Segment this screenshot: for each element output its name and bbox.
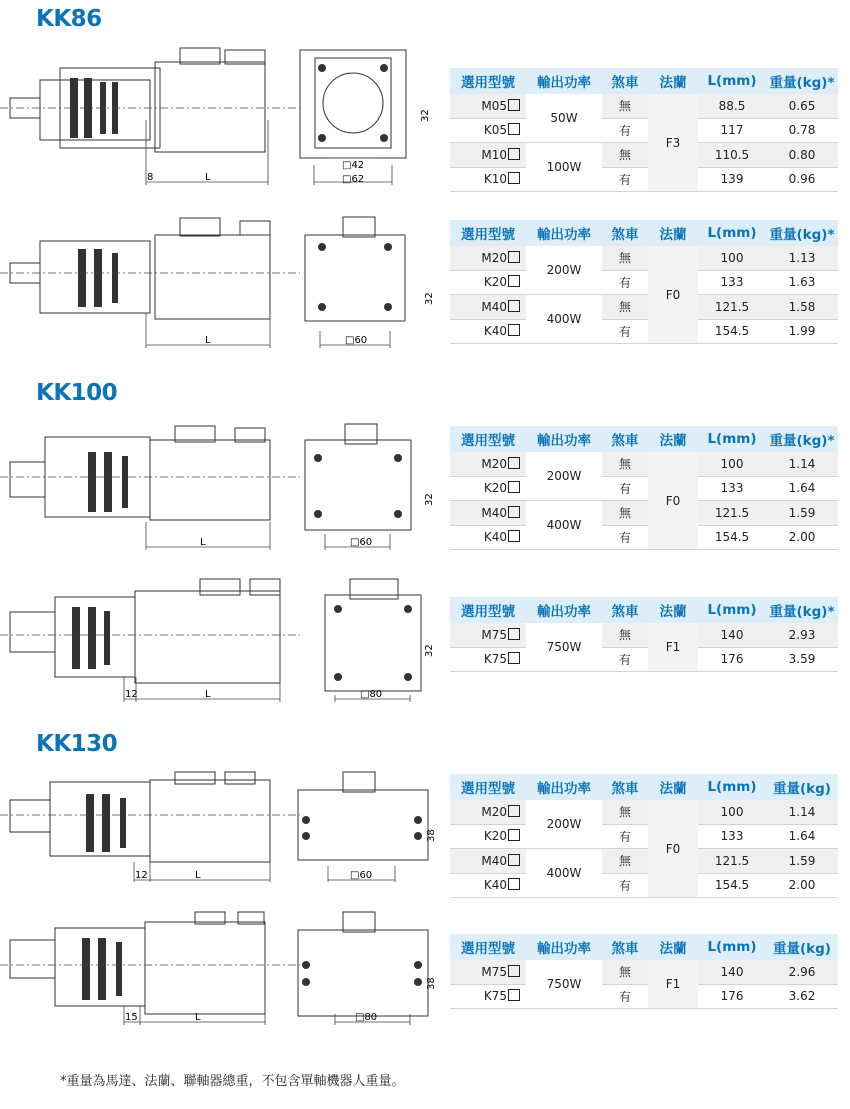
table-row	[450, 118, 838, 143]
cell-power: 750W	[526, 960, 602, 1009]
column-header: 法蘭	[648, 426, 698, 452]
model-code: K40	[483, 878, 507, 893]
table-row	[450, 824, 838, 849]
dim-side: 32	[424, 644, 435, 657]
option-box-icon	[508, 829, 520, 841]
column-header: 選用型號	[450, 68, 526, 94]
cell-brake: 無	[602, 623, 648, 647]
column-header: 選用型號	[450, 220, 526, 246]
option-box-icon	[508, 324, 520, 336]
model-code: K20	[483, 829, 507, 844]
model-code: M05	[481, 98, 507, 113]
cell-model	[450, 270, 526, 295]
cell-model	[450, 849, 526, 874]
column-header: 法蘭	[648, 220, 698, 246]
cell-L: 154.5	[698, 873, 766, 898]
spec-table	[450, 220, 838, 344]
cell-power: 200W	[526, 246, 602, 295]
cell-L: 133	[698, 824, 766, 849]
cell-power: 400W	[526, 295, 602, 344]
cell-L: 176	[698, 647, 766, 672]
cell-weight: 3.59	[766, 647, 838, 672]
cell-model	[450, 246, 526, 270]
column-header: L(mm)	[698, 426, 766, 452]
dim-left-label: 15	[125, 1012, 138, 1023]
cell-brake: 有	[602, 118, 648, 143]
table-row	[450, 143, 838, 168]
dim-square: □60	[350, 870, 373, 881]
column-header: 選用型號	[450, 774, 526, 800]
column-header: 選用型號	[450, 426, 526, 452]
cell-power: 50W	[526, 94, 602, 143]
cell-power: 100W	[526, 143, 602, 192]
option-box-icon	[508, 481, 520, 493]
option-box-icon	[508, 506, 520, 518]
cell-brake: 有	[602, 824, 648, 849]
option-box-icon	[508, 854, 520, 866]
cell-model	[450, 476, 526, 501]
dim-square: □80	[355, 1012, 378, 1023]
cell-L: 117	[698, 118, 766, 143]
cell-model	[450, 824, 526, 849]
dim-l-label: L	[195, 870, 201, 881]
cell-L: 100	[698, 800, 766, 824]
option-box-icon	[508, 300, 520, 312]
cell-brake: 無	[602, 849, 648, 874]
cell-weight: 1.64	[766, 476, 838, 501]
cell-L: 176	[698, 984, 766, 1009]
cell-model	[450, 501, 526, 526]
cell-brake: 有	[602, 984, 648, 1009]
cell-model	[450, 525, 526, 550]
drawing-kk100-200-400w	[0, 422, 440, 552]
model-code: K20	[483, 481, 507, 496]
cell-L: 121.5	[698, 295, 766, 320]
table-row	[450, 246, 838, 270]
cell-flange: F1	[648, 623, 698, 672]
model-code: M40	[481, 299, 507, 314]
spec-table	[450, 597, 838, 672]
cell-model	[450, 873, 526, 898]
footnote: *重量為馬達、法蘭、聯軸器總重，不包含單軸機器人重量。	[60, 1074, 405, 1089]
drawing-kk86-50-100w	[0, 40, 440, 190]
model-code: M40	[481, 505, 507, 520]
cell-weight: 2.96	[766, 960, 838, 984]
column-header: 輸出功率	[526, 934, 602, 960]
dim-side: 38	[426, 977, 437, 990]
model-code: M40	[481, 853, 507, 868]
table-row	[450, 452, 838, 476]
cell-brake: 有	[602, 873, 648, 898]
cell-weight: 3.62	[766, 984, 838, 1009]
column-header: 輸出功率	[526, 220, 602, 246]
cell-weight: 0.78	[766, 118, 838, 143]
cell-weight: 1.14	[766, 452, 838, 476]
table-row	[450, 960, 838, 984]
section-title-kk100: KK100	[36, 380, 118, 406]
cell-flange: F3	[648, 94, 698, 192]
cell-power: 200W	[526, 800, 602, 849]
cell-weight: 1.64	[766, 824, 838, 849]
model-code: M75	[481, 627, 507, 642]
column-header: L(mm)	[698, 597, 766, 623]
cell-flange: F0	[648, 246, 698, 344]
cell-weight: 1.59	[766, 501, 838, 526]
table-row	[450, 319, 838, 344]
cell-flange: F0	[648, 452, 698, 550]
table-row	[450, 525, 838, 550]
cell-L: 88.5	[698, 94, 766, 118]
option-box-icon	[508, 457, 520, 469]
cell-brake: 無	[602, 501, 648, 526]
cell-power: 750W	[526, 623, 602, 672]
cell-brake: 無	[602, 960, 648, 984]
cell-power: 400W	[526, 501, 602, 550]
column-header: 煞車	[602, 426, 648, 452]
cell-brake: 有	[602, 476, 648, 501]
cell-model	[450, 623, 526, 647]
column-header: 輸出功率	[526, 597, 602, 623]
dim-l-label: L	[205, 335, 211, 346]
cell-L: 133	[698, 476, 766, 501]
cell-L: 100	[698, 452, 766, 476]
cell-flange: F0	[648, 800, 698, 898]
option-box-icon	[508, 123, 520, 135]
cell-L: 139	[698, 167, 766, 192]
model-code: K20	[483, 275, 507, 290]
model-code: M20	[481, 804, 507, 819]
cell-model	[450, 118, 526, 143]
model-code: M20	[481, 456, 507, 471]
cell-power: 200W	[526, 452, 602, 501]
column-header: 輸出功率	[526, 774, 602, 800]
table-row	[450, 984, 838, 1009]
cell-weight: 0.96	[766, 167, 838, 192]
dim-square: □60	[350, 537, 373, 548]
dim-square: □80	[360, 689, 383, 700]
cell-brake: 有	[602, 167, 648, 192]
drawing-kk86-200-400w	[0, 213, 440, 353]
cell-L: 133	[698, 270, 766, 295]
column-header: 重量(kg)*	[766, 426, 838, 452]
table-row	[450, 270, 838, 295]
model-code: K40	[483, 324, 507, 339]
drawing-kk130-750w	[0, 910, 440, 1030]
dim-left-label: 12	[125, 689, 138, 700]
column-header: 法蘭	[648, 774, 698, 800]
column-header: 重量(kg)*	[766, 220, 838, 246]
column-header: 重量(kg)	[766, 934, 838, 960]
spec-table	[450, 426, 838, 550]
cell-weight: 0.80	[766, 143, 838, 168]
cell-L: 121.5	[698, 849, 766, 874]
cell-model	[450, 295, 526, 320]
table-row	[450, 167, 838, 192]
option-box-icon	[508, 989, 520, 1001]
cell-model	[450, 94, 526, 118]
cell-brake: 有	[602, 319, 648, 344]
table-row	[450, 647, 838, 672]
column-header: 重量(kg)*	[766, 597, 838, 623]
cell-brake: 無	[602, 452, 648, 476]
cell-model	[450, 452, 526, 476]
cell-brake: 無	[602, 143, 648, 168]
column-header: 煞車	[602, 68, 648, 94]
dim-square: □60	[345, 335, 368, 346]
dim-left-label: 8	[147, 172, 154, 183]
column-header: 選用型號	[450, 597, 526, 623]
drawing-kk130-200-400w	[0, 770, 440, 890]
model-code: K10	[483, 172, 507, 187]
cell-model	[450, 960, 526, 984]
spec-table	[450, 774, 838, 898]
spec-table	[450, 68, 838, 192]
cell-model	[450, 167, 526, 192]
cell-model	[450, 984, 526, 1009]
table-row	[450, 623, 838, 647]
dim-side: 32	[424, 493, 435, 506]
column-header: L(mm)	[698, 934, 766, 960]
dim-l-label: L	[205, 689, 211, 700]
section-title-kk86: KK86	[36, 6, 102, 32]
option-box-icon	[508, 652, 520, 664]
column-header: 輸出功率	[526, 68, 602, 94]
cell-brake: 無	[602, 94, 648, 118]
cell-L: 100	[698, 246, 766, 270]
spec-table	[450, 934, 838, 1009]
model-code: K75	[483, 652, 507, 667]
option-box-icon	[508, 172, 520, 184]
column-header: 煞車	[602, 597, 648, 623]
model-code: M10	[481, 147, 507, 162]
cell-L: 154.5	[698, 525, 766, 550]
cell-model	[450, 143, 526, 168]
cell-brake: 有	[602, 647, 648, 672]
option-box-icon	[508, 965, 520, 977]
cell-L: 121.5	[698, 501, 766, 526]
cell-L: 140	[698, 623, 766, 647]
model-code: K75	[483, 989, 507, 1004]
dim-side: 32	[420, 109, 431, 122]
dim-left-label: 12	[135, 870, 148, 881]
option-box-icon	[508, 251, 520, 263]
column-header: L(mm)	[698, 68, 766, 94]
cell-weight: 1.59	[766, 849, 838, 874]
column-header: L(mm)	[698, 220, 766, 246]
option-box-icon	[508, 148, 520, 160]
section-title-kk130: KK130	[36, 731, 118, 757]
option-box-icon	[508, 805, 520, 817]
option-box-icon	[508, 878, 520, 890]
option-box-icon	[508, 275, 520, 287]
table-row	[450, 476, 838, 501]
column-header: 法蘭	[648, 597, 698, 623]
cell-weight: 1.14	[766, 800, 838, 824]
model-code: K05	[483, 123, 507, 138]
column-header: 法蘭	[648, 68, 698, 94]
dim-square-big: □62	[342, 174, 365, 185]
column-header: 重量(kg)*	[766, 68, 838, 94]
dim-l-label: L	[200, 537, 206, 548]
column-header: 煞車	[602, 934, 648, 960]
dim-square-small: □42	[342, 160, 365, 171]
table-row	[450, 94, 838, 118]
dim-l-label: L	[195, 1012, 201, 1023]
dim-l-label: L	[205, 172, 211, 183]
cell-L: 110.5	[698, 143, 766, 168]
cell-L: 140	[698, 960, 766, 984]
table-row	[450, 800, 838, 824]
option-box-icon	[508, 99, 520, 111]
cell-brake: 有	[602, 525, 648, 550]
table-row	[450, 501, 838, 526]
model-code: K40	[483, 530, 507, 545]
dim-side: 38	[426, 829, 437, 842]
model-code: M20	[481, 250, 507, 265]
cell-weight: 1.99	[766, 319, 838, 344]
table-row	[450, 295, 838, 320]
cell-model	[450, 647, 526, 672]
column-header: 煞車	[602, 220, 648, 246]
cell-brake: 無	[602, 800, 648, 824]
cell-brake: 無	[602, 246, 648, 270]
cell-brake: 有	[602, 270, 648, 295]
cell-weight: 2.93	[766, 623, 838, 647]
cell-weight: 2.00	[766, 873, 838, 898]
cell-power: 400W	[526, 849, 602, 898]
drawing-kk100-750w	[0, 577, 440, 707]
cell-model	[450, 800, 526, 824]
option-box-icon	[508, 530, 520, 542]
table-row	[450, 849, 838, 874]
column-header: 煞車	[602, 774, 648, 800]
column-header: 選用型號	[450, 934, 526, 960]
cell-weight: 1.58	[766, 295, 838, 320]
column-header: 重量(kg)	[766, 774, 838, 800]
column-header: 輸出功率	[526, 426, 602, 452]
cell-brake: 無	[602, 295, 648, 320]
option-box-icon	[508, 628, 520, 640]
cell-model	[450, 319, 526, 344]
dim-side: 32	[424, 292, 435, 305]
cell-L: 154.5	[698, 319, 766, 344]
cell-weight: 1.13	[766, 246, 838, 270]
table-row	[450, 873, 838, 898]
column-header: L(mm)	[698, 774, 766, 800]
cell-weight: 2.00	[766, 525, 838, 550]
cell-weight: 0.65	[766, 94, 838, 118]
cell-flange: F1	[648, 960, 698, 1009]
model-code: M75	[481, 964, 507, 979]
column-header: 法蘭	[648, 934, 698, 960]
cell-weight: 1.63	[766, 270, 838, 295]
